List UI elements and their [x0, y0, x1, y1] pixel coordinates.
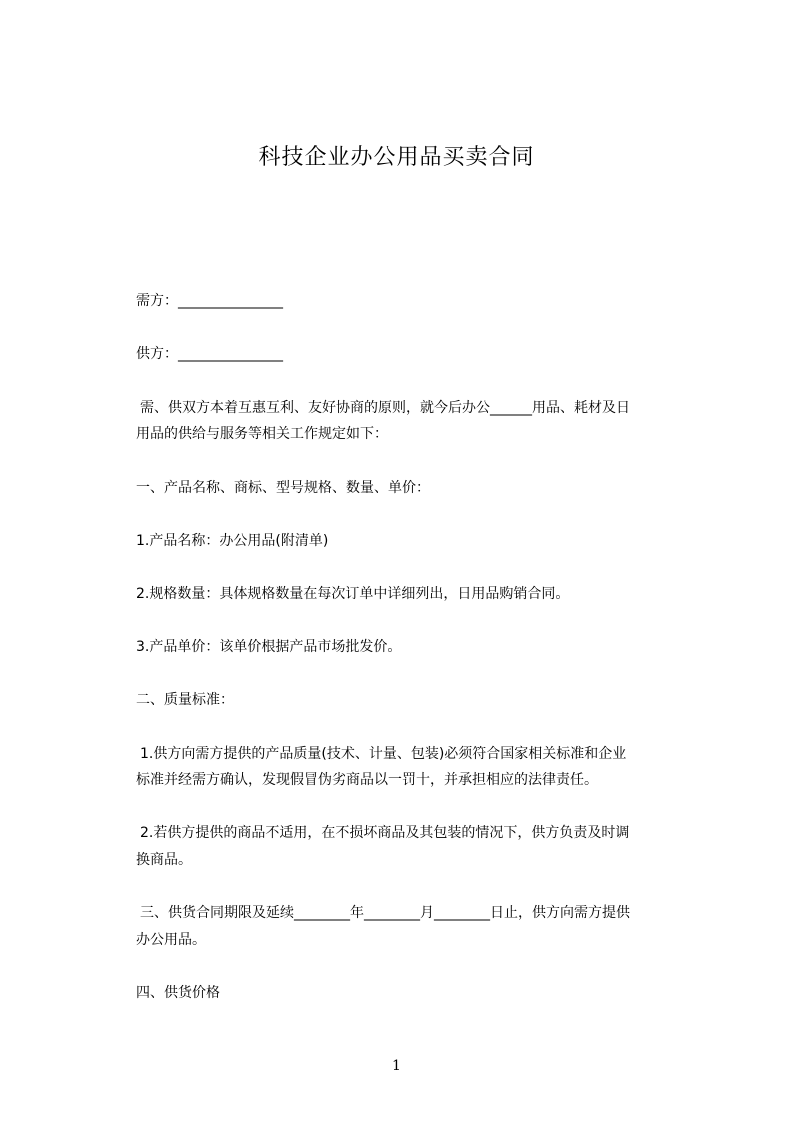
section-3-line-1: 三、供货合同期限及延续________年________月________日止，供方向需方提供: [140, 905, 630, 921]
section-1-item-3: 3.产品单价：该单价根据产品市场批发价。: [136, 639, 402, 655]
seller-line: 供方：_______________: [136, 346, 283, 362]
intro-paragraph-line-1: 需、供双方本着互惠互利、友好协商的原则，就今后办公______用品、耗材及日: [140, 400, 630, 416]
section-1-item-1: 1.产品名称：办公用品(附清单): [136, 533, 329, 549]
section-2-item-2-line-1: 2.若供方提供的商品不适用，在不损坏商品及其包装的情况下，供方负责及时调: [140, 825, 630, 841]
section-1-item-2: 2.规格数量：具体规格数量在每次订单中详细列出，日用品购销合同。: [136, 586, 570, 602]
section-2-heading: 二、质量标准：: [136, 692, 234, 708]
intro-paragraph-line-2: 用品的供给与服务等相关工作规定如下：: [136, 426, 388, 442]
section-2-item-1-line-1: 1.供方向需方提供的产品质量(技术、计量、包装)必须符合国家相关标准和企业: [140, 746, 627, 762]
buyer-line: 需方：_______________: [136, 293, 283, 309]
document-title: 科技企业办公用品买卖合同: [258, 145, 535, 170]
section-2-item-1-line-2: 标准并经需方确认，发现假冒伪劣商品以一罚十，并承担相应的法律责任。: [136, 772, 598, 788]
section-4-heading: 四、供货价格: [136, 985, 220, 1001]
section-2-item-2-line-2: 换商品。: [136, 852, 192, 868]
section-3-line-2: 办公用品。: [136, 932, 206, 948]
page-number: 1: [392, 1058, 401, 1074]
section-1-heading: 一、产品名称、商标、型号规格、数量、单价：: [136, 480, 430, 496]
